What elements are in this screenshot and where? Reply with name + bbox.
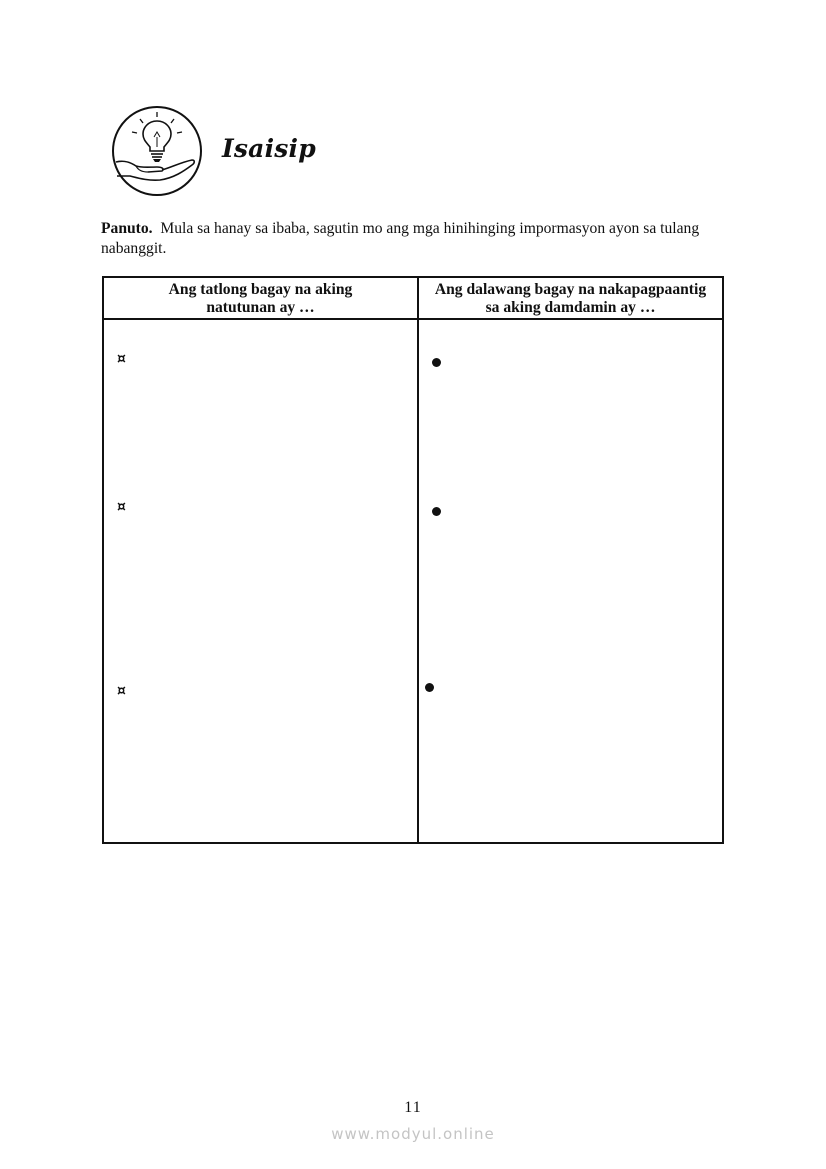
answer-table: [102, 276, 724, 844]
header-divider: [104, 318, 722, 320]
bullet-dot-icon: [425, 683, 434, 692]
column-header-line: Ang dalawang bagay na nakapagpaantig: [434, 281, 707, 298]
instructions-text: Mula sa hanay sa ibaba, sagutin mo ang mga hinihinging impormasyon ayon sa tulang nabanggit.: [101, 220, 700, 257]
bullet-dot-icon: [432, 358, 441, 367]
section-title: Isaisip: [222, 134, 316, 163]
bullet-dot-icon: [432, 507, 441, 516]
bullet-currency-icon: ¤: [117, 683, 126, 699]
instructions-label: Panuto.: [101, 220, 153, 237]
watermark: www.modyul.online: [331, 1125, 495, 1143]
column-header-line: Ang tatlong bagay na aking: [168, 281, 353, 298]
column-header-learned: [104, 281, 417, 317]
column-header-line: natutunan ay …: [206, 299, 315, 316]
instructions: [101, 219, 733, 259]
column-header-line: sa aking damdamin ay …: [485, 299, 656, 316]
bullet-currency-icon: ¤: [117, 351, 126, 367]
bullet-currency-icon: ¤: [117, 499, 126, 515]
lightbulb-hand-icon: [110, 104, 204, 198]
page-number: 11: [404, 1099, 422, 1116]
column-divider: [417, 278, 419, 842]
column-header-touched: [419, 281, 722, 317]
